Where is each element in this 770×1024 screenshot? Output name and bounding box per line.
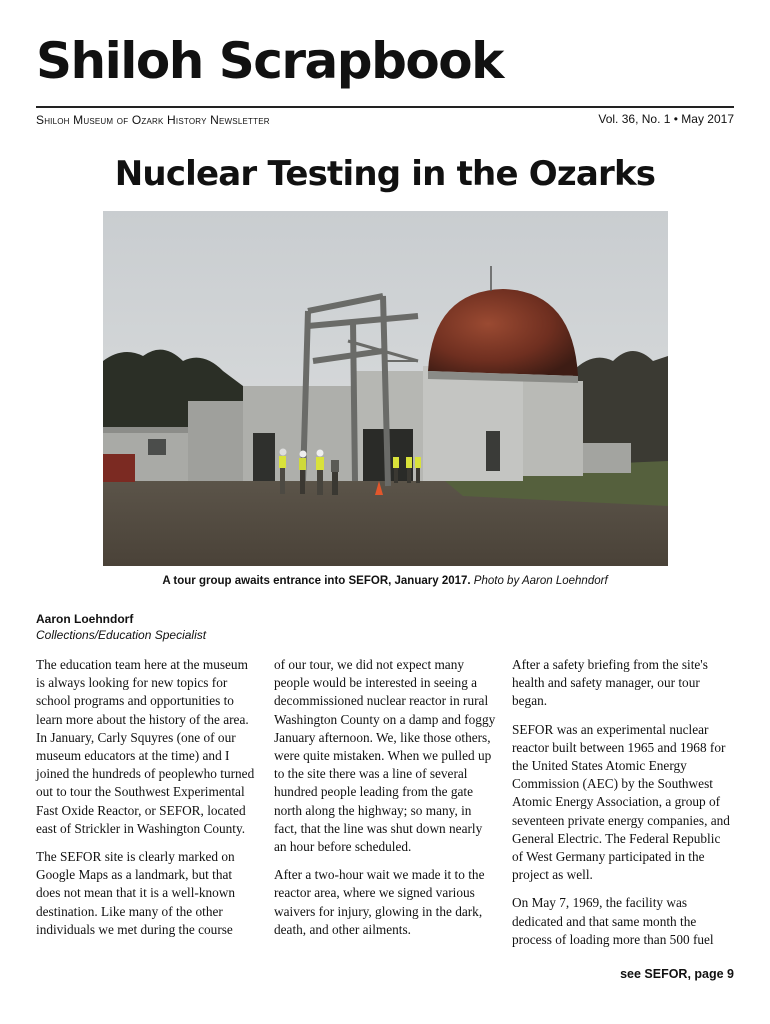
photo-caption-text: A tour group awaits entrance into SEFOR, January 2017. [162, 575, 471, 587]
author-role: Collections/Education Specialist [36, 628, 207, 642]
issue-info: Vol. 36, No. 1 • May 2017 [598, 112, 734, 126]
photo-credit: Photo by Aaron Loehndorf [473, 575, 608, 587]
article-column-1 [36, 656, 258, 949]
reactor-photo [103, 211, 668, 566]
photo-caption [0, 575, 770, 587]
newsletter-subtitle: Shiloh Museum of Ozark History Newsletter [36, 113, 270, 127]
paragraph: The education team here at the museum is always looking for new topics for school programs and opportunities to learn more about the history of the area. In January, Carly Squyres (one of our museum educators at the time) and I joined the hundreds of peoplewho turned out to tour the Southwest Experimental Fast Oxide Reactor, or SEFOR, located east of Strickler in Washington County. [36, 657, 255, 836]
paragraph: of our tour, we did not expect many people would be interested in seeing a decommissioned nuclear reactor in rural Washington County on a damp and foggy January afternoon. We, like those others, were quite mistaken. When we pulled up to the site there was a line of several hundred people leading from the gate north along the highway; so many, in fact, that the line was shut down nearly an hour before scheduled. [274, 657, 496, 855]
paragraph: After a two-hour wait we made it to the reactor area, where we signed various waivers for injury, glowing in the dark, death, and other ailments. [274, 867, 485, 937]
continued-link[interactable]: see SEFOR, page 9 [620, 967, 734, 981]
paragraph: SEFOR was an experimental nuclear reactor built between 1965 and 1968 for the United States Atomic Energy Commission (AEC) by the Southwest Atomic Energy Association, a group of seventeen private energy companies, and General Electric. The Federal Republic of West Germany participated in the project as well. [512, 721, 730, 883]
paragraph: On May 7, 1969, the facility was dedicated and that same month the process of loading more than 500 fuel [512, 895, 714, 947]
article-column-3 [512, 656, 734, 959]
masthead-rule [36, 106, 734, 108]
article-headline: Nuclear Testing in the Ozarks [114, 154, 656, 194]
article-column-2 [274, 656, 496, 949]
paragraph: After a safety briefing from the site's health and safety manager, our tour began. [512, 657, 708, 709]
newsletter-title: Shiloh Scrapbook [36, 32, 503, 90]
paragraph: The SEFOR site is clearly marked on Google Maps as a landmark, but that does not mean that it is a well-known destination. Like many of the other individuals we met during the course [36, 849, 236, 937]
author-name: Aaron Loehndorf [36, 612, 134, 626]
